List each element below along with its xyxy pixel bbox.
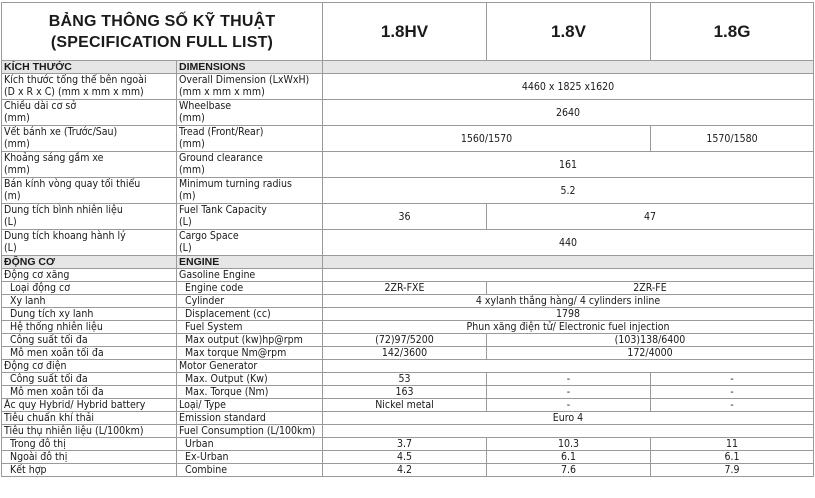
row-label-en: Cargo Space (L) [177, 230, 323, 256]
section-label-vn: KÍCH THƯỚC [2, 61, 177, 74]
title-line-2: (SPECIFICATION FULL LIST) [50, 33, 274, 51]
value-hv-v: 1560/1570 [323, 126, 651, 152]
value-all: 2640 [323, 100, 814, 126]
spec-row-motor-torque [2, 386, 814, 399]
spec-row-urban [2, 438, 814, 451]
row-label-en: Overall Dimension (LxWxH) (mm x mm x mm) [177, 74, 323, 100]
row-label-vn: Tiêu thụ nhiên liệu (L/100km) [2, 425, 177, 438]
row-label-vn: Trong đô thị [2, 438, 177, 451]
row-label-en: Displacement (cc) [177, 308, 323, 321]
spec-table [1, 2, 814, 477]
row-label-en: Ex-Urban [177, 451, 323, 464]
variant-header-hv: 1.8HV [323, 3, 487, 61]
row-label-vn: Ắc quy Hybrid/ Hybrid battery [2, 399, 177, 412]
row-label-vn: Tiêu chuẩn khí thải [2, 412, 177, 425]
spec-row-emission [2, 412, 814, 425]
value-hv: 4.5 [323, 451, 487, 464]
row-label-vn: Bán kính vòng quay tối thiểu (m) [2, 178, 177, 204]
value-all: 1798 [323, 308, 814, 321]
row-label-vn: Mô men xoắn tối đa [2, 386, 177, 399]
spec-row-max-torque [2, 347, 814, 360]
section-row-engine [2, 256, 814, 269]
row-label-en: Ground clearance (mm) [177, 152, 323, 178]
row-label-en: Gasoline Engine [177, 269, 323, 282]
spec-row-max-output [2, 334, 814, 347]
variant-header-g: 1.8G [651, 3, 814, 61]
row-label-en: Combine [177, 464, 323, 477]
row-label-vn: Hệ thống nhiên liệu [2, 321, 177, 334]
value-g: 1570/1580 [651, 126, 814, 152]
row-label-en: Fuel Tank Capacity (L) [177, 204, 323, 230]
spec-row-displacement [2, 308, 814, 321]
value-g: - [651, 399, 814, 412]
row-label-en: Emission standard [177, 412, 323, 425]
spec-row-motor-output [2, 373, 814, 386]
row-label-en: Engine code [177, 282, 323, 295]
value-hv: Nickel metal [323, 399, 487, 412]
spec-row-fuel-system [2, 321, 814, 334]
spec-row-tread [2, 126, 814, 152]
value-hv: 142/3600 [323, 347, 487, 360]
row-label-vn: Ngoài đô thị [2, 451, 177, 464]
value-g: 7.9 [651, 464, 814, 477]
title-line-1: BẢNG THÔNG SỐ KỸ THUẬT [48, 12, 276, 30]
variant-header-v: 1.8V [487, 3, 651, 61]
spec-row-electric-motor [2, 360, 814, 373]
value-g: 6.1 [651, 451, 814, 464]
row-label-vn: Xy lanh [2, 295, 177, 308]
spec-row-gasoline [2, 269, 814, 282]
section-label-en: DIMENSIONS [177, 61, 323, 74]
row-label-vn: Công suất tối đa [2, 373, 177, 386]
spec-row-overall [2, 74, 814, 100]
row-label-vn: Khoảng sáng gầm xe (mm) [2, 152, 177, 178]
value-all: 440 [323, 230, 814, 256]
spec-row-cylinders [2, 295, 814, 308]
spec-row-combine [2, 464, 814, 477]
value-hv: 36 [323, 204, 487, 230]
row-label-en: Max. Output (Kw) [177, 373, 323, 386]
value-v: - [487, 373, 651, 386]
row-label-en: Max output (kw)hp@rpm [177, 334, 323, 347]
value-hv: 4.2 [323, 464, 487, 477]
value-v: 10.3 [487, 438, 651, 451]
value-g: 11 [651, 438, 814, 451]
spec-row-fuel-consumption [2, 425, 814, 438]
value-all: Euro 4 [323, 412, 814, 425]
value-all: 4460 x 1825 x1620 [323, 74, 814, 100]
row-label-en: Fuel Consumption (L/100km) [177, 425, 323, 438]
row-label-vn: Kích thước tổng thể bên ngoài (D x R x C) (mm x mm x mm) [2, 74, 177, 100]
spec-row-battery [2, 399, 814, 412]
spec-row-ex-urban [2, 451, 814, 464]
value-v-g: 2ZR-FE [487, 282, 814, 295]
spec-row-engine-type [2, 282, 814, 295]
row-label-vn: Dung tích khoang hành lý (L) [2, 230, 177, 256]
value-v-g: 172/4000 [487, 347, 814, 360]
row-label-vn: Loại động cơ [2, 282, 177, 295]
row-label-vn: Mô men xoắn tối đa [2, 347, 177, 360]
value-v: 7.6 [487, 464, 651, 477]
value-g: - [651, 386, 814, 399]
spec-row-clearance [2, 152, 814, 178]
row-label-en: Max torque Nm@rpm [177, 347, 323, 360]
value-v: - [487, 386, 651, 399]
row-label-en: Max. Torque (Nm) [177, 386, 323, 399]
value-hv: 3.7 [323, 438, 487, 451]
value-all: 5.2 [323, 178, 814, 204]
row-label-vn: Dung tích xy lanh [2, 308, 177, 321]
row-label-en: Motor Generator [177, 360, 323, 373]
row-label-en: Wheelbase (mm) [177, 100, 323, 126]
value-all: 161 [323, 152, 814, 178]
value-all: 4 xylanh thẳng hàng/ 4 cylinders inline [323, 295, 814, 308]
value-v-g: 47 [487, 204, 814, 230]
spec-row-radius [2, 178, 814, 204]
section-label-vn: ĐỘNG CƠ [2, 256, 177, 269]
spec-row-cargo [2, 230, 814, 256]
value-hv: 2ZR-FXE [323, 282, 487, 295]
row-label-en: Cylinder [177, 295, 323, 308]
row-label-vn: Chiều dài cơ sở (mm) [2, 100, 177, 126]
row-label-en: Tread (Front/Rear) (mm) [177, 126, 323, 152]
row-label-vn: Dung tích bình nhiên liệu (L) [2, 204, 177, 230]
row-label-vn: Động cơ điện [2, 360, 177, 373]
spec-row-fuel-tank [2, 204, 814, 230]
row-label-en: Minimum turning radius (m) [177, 178, 323, 204]
row-label-vn: Kết hợp [2, 464, 177, 477]
value-v: - [487, 399, 651, 412]
row-label-vn: Công suất tối đa [2, 334, 177, 347]
spec-row-wheelbase [2, 100, 814, 126]
section-label-en: ENGINE [177, 256, 323, 269]
value-hv: 163 [323, 386, 487, 399]
value-g: - [651, 373, 814, 386]
spec-title [2, 3, 323, 61]
header-row [2, 3, 814, 61]
row-label-en: Fuel System [177, 321, 323, 334]
value-hv: 53 [323, 373, 487, 386]
value-v: 6.1 [487, 451, 651, 464]
section-row-dimensions [2, 61, 814, 74]
row-label-vn: Vết bánh xe (Trước/Sau) (mm) [2, 126, 177, 152]
row-label-vn: Động cơ xăng [2, 269, 177, 282]
value-hv: (72)97/5200 [323, 334, 487, 347]
row-label-en: Urban [177, 438, 323, 451]
value-v-g: (103)138/6400 [487, 334, 814, 347]
value-all: Phun xăng điện tử/ Electronic fuel injection [323, 321, 814, 334]
row-label-en: Loại/ Type [177, 399, 323, 412]
